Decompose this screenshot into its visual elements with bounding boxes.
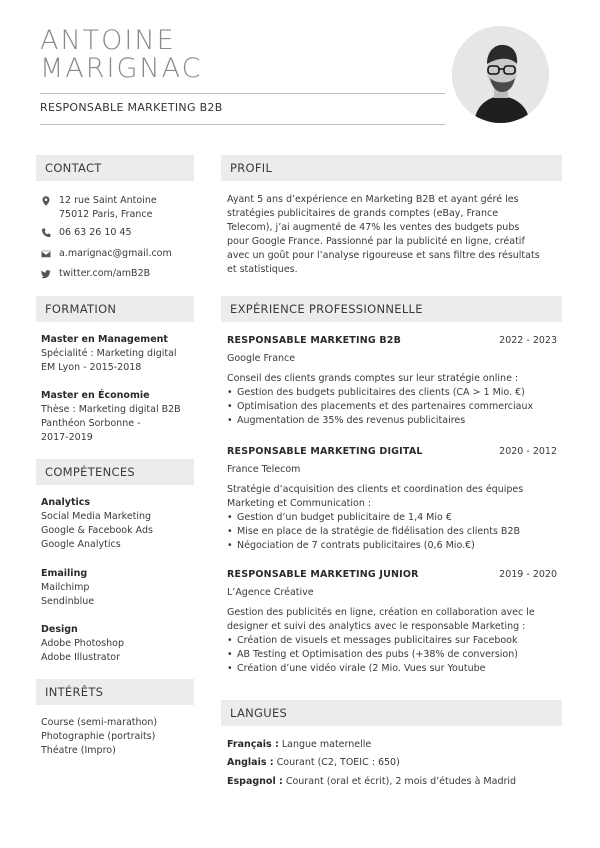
- language-name: Anglais :: [227, 757, 274, 768]
- twitter-bird-icon: [41, 267, 59, 279]
- skill-item: Social Media Marketing: [41, 511, 152, 522]
- phone-number[interactable]: 06 63 26 10 45: [59, 227, 132, 238]
- experience-company: Google France: [227, 353, 296, 364]
- language-level: Courant (C2, TOEIC : 650): [273, 757, 400, 768]
- language-name: Français :: [227, 739, 279, 750]
- experience-entry: [227, 568, 557, 676]
- skill-item: Mailchimp: [41, 582, 90, 593]
- profile-line: avec un goût pour l’analyse rigoureuse et sans filtre des résultats: [227, 250, 540, 261]
- profile-line: Telecom), j’ai augmenté de 47% les ventes des budgets pubs: [227, 222, 520, 233]
- email-address[interactable]: a.marignac@gmail.com: [59, 248, 172, 259]
- formation-line: Panthéon Sorbonne -: [41, 418, 141, 429]
- skill-group-title: Design: [41, 624, 78, 635]
- interest-item: Course (semi-marathon): [41, 717, 158, 728]
- section-header-profil: PROFIL: [221, 155, 562, 181]
- experience-bullets: [227, 511, 557, 553]
- portrait-illustration: [452, 26, 549, 123]
- experience-entry: [227, 334, 557, 428]
- contact-email: [41, 247, 172, 261]
- formation-title: Master en Management: [41, 334, 168, 345]
- skill-item: Google & Facebook Ads: [41, 525, 153, 536]
- experience-dates: 2019 - 2020: [499, 569, 557, 580]
- skill-group: [41, 623, 201, 665]
- experience-entry: [227, 445, 557, 553]
- contact-twitter: [41, 267, 150, 281]
- formation-title: Master en Économie: [41, 390, 150, 401]
- experience-bullets: [227, 634, 557, 676]
- address-line-2: 75012 Paris, France: [59, 209, 153, 220]
- contact-address: [41, 194, 157, 222]
- profile-line: pour Google France. Passionné par la publicité en ligne, créatif: [227, 236, 525, 247]
- skill-item: Google Analytics: [41, 539, 121, 550]
- experience-role: RESPONSABLE MARKETING DIGITAL: [227, 446, 423, 457]
- skill-item: Sendinblue: [41, 596, 95, 607]
- experience-bullet: • Optimisation des placements et des partenaires commerciaux: [227, 400, 557, 414]
- formation-line: 2017-2019: [41, 432, 93, 443]
- language-item: [227, 738, 371, 752]
- profile-line: Ayant 5 ans d’expérience en Marketing B2B et ayant géré les: [227, 194, 519, 205]
- language-item: [227, 775, 516, 789]
- skill-group-title: Analytics: [41, 497, 91, 508]
- skill-item: Adobe Illustrator: [41, 652, 121, 663]
- skill-group-title: Emailing: [41, 568, 88, 579]
- section-header-formation: FORMATION: [36, 296, 194, 322]
- experience-description: Stratégie d’acquisition des clients et coordination des équipes: [227, 484, 524, 495]
- phone-icon: [41, 226, 59, 238]
- experience-bullet: • AB Testing et Optimisation des pubs (+38% de conversion): [227, 648, 557, 662]
- first-name: ANTOINE: [40, 25, 176, 56]
- experience-role: RESPONSABLE MARKETING JUNIOR: [227, 569, 419, 580]
- address-line-1: 12 rue Saint Antoine: [59, 195, 157, 206]
- formation-line: Thèse : Marketing digital B2B: [41, 404, 181, 415]
- section-header-langues: LANGUES: [221, 700, 562, 726]
- envelope-icon: [41, 247, 59, 259]
- language-item: [227, 756, 400, 770]
- formation-line: EM Lyon - 2015-2018: [41, 362, 142, 373]
- skill-group: [41, 567, 201, 609]
- interest-item: Théatre (Impro): [41, 745, 116, 756]
- experience-bullet: • Augmentation de 35% des revenus publicitaires: [227, 414, 557, 428]
- experience-role: RESPONSABLE MARKETING B2B: [227, 335, 402, 346]
- experience-bullet: • Négociation de 7 contrats publicitaires (0,6 Mio.€): [227, 539, 557, 553]
- section-header-competences: COMPÉTENCES: [36, 459, 194, 485]
- experience-bullet: • Création d’une vidéo virale (2 Mio. Vues sur Youtube: [227, 662, 557, 676]
- header-divider-top: [40, 93, 445, 94]
- profile-summary: [227, 193, 557, 277]
- section-header-contact: CONTACT: [36, 155, 194, 181]
- experience-description: designer et suivi des analytics avec le responsable Marketing :: [227, 621, 526, 632]
- map-pin-icon: [41, 194, 59, 206]
- experience-description: Conseil des clients grands comptes sur leur stratégie online :: [227, 373, 519, 384]
- experience-bullet: • Mise en place de la stratégie de fidélisation des clients B2B: [227, 525, 557, 539]
- header-divider-bottom: [40, 124, 445, 125]
- interest-item: Photographie (portraits): [41, 731, 156, 742]
- profile-line: et statistiques.: [227, 264, 298, 275]
- section-header-interets: INTÉRÊTS: [36, 679, 194, 705]
- experience-description: Marketing et Communication :: [227, 498, 372, 509]
- job-title: RESPONSABLE MARKETING B2B: [40, 101, 223, 114]
- language-level: Courant (oral et écrit), 2 mois d’études à Madrid: [282, 776, 517, 787]
- skill-item: Adobe Photoshop: [41, 638, 124, 649]
- experience-bullet: • Gestion des budgets publicitaires des clients (CA > 1 Mio. €): [227, 386, 557, 400]
- experience-company: France Telecom: [227, 464, 301, 475]
- formation-line: Spécialité : Marketing digital: [41, 348, 177, 359]
- language-level: Langue maternelle: [278, 739, 372, 750]
- experience-dates: 2020 - 2012: [499, 446, 557, 457]
- candidate-name: [40, 27, 202, 83]
- skill-group: [41, 496, 201, 552]
- last-name: MARIGNAC: [40, 53, 203, 84]
- experience-bullet: • Gestion d’un budget publicitaire de 1,4 Mio €: [227, 511, 557, 525]
- profile-photo: [452, 26, 549, 123]
- profile-line: stratégies publicitaires de grands comptes (eBay, France: [227, 208, 499, 219]
- language-name: Espagnol :: [227, 776, 283, 787]
- experience-bullets: [227, 386, 557, 428]
- formation-item: [41, 389, 201, 445]
- experience-bullet: • Création de visuels et messages publicitaires sur Facebook: [227, 634, 557, 648]
- twitter-handle[interactable]: twitter.com/amB2B: [59, 268, 151, 279]
- experience-description: Gestion des publicités en ligne, création en collaboration avec le: [227, 607, 535, 618]
- section-header-experience: EXPÉRIENCE PROFESSIONNELLE: [221, 296, 562, 322]
- contact-phone: [41, 226, 132, 240]
- experience-dates: 2022 - 2023: [499, 335, 557, 346]
- formation-item: [41, 333, 201, 375]
- interests-list: [41, 716, 201, 758]
- experience-company: L’Agence Créative: [227, 587, 314, 598]
